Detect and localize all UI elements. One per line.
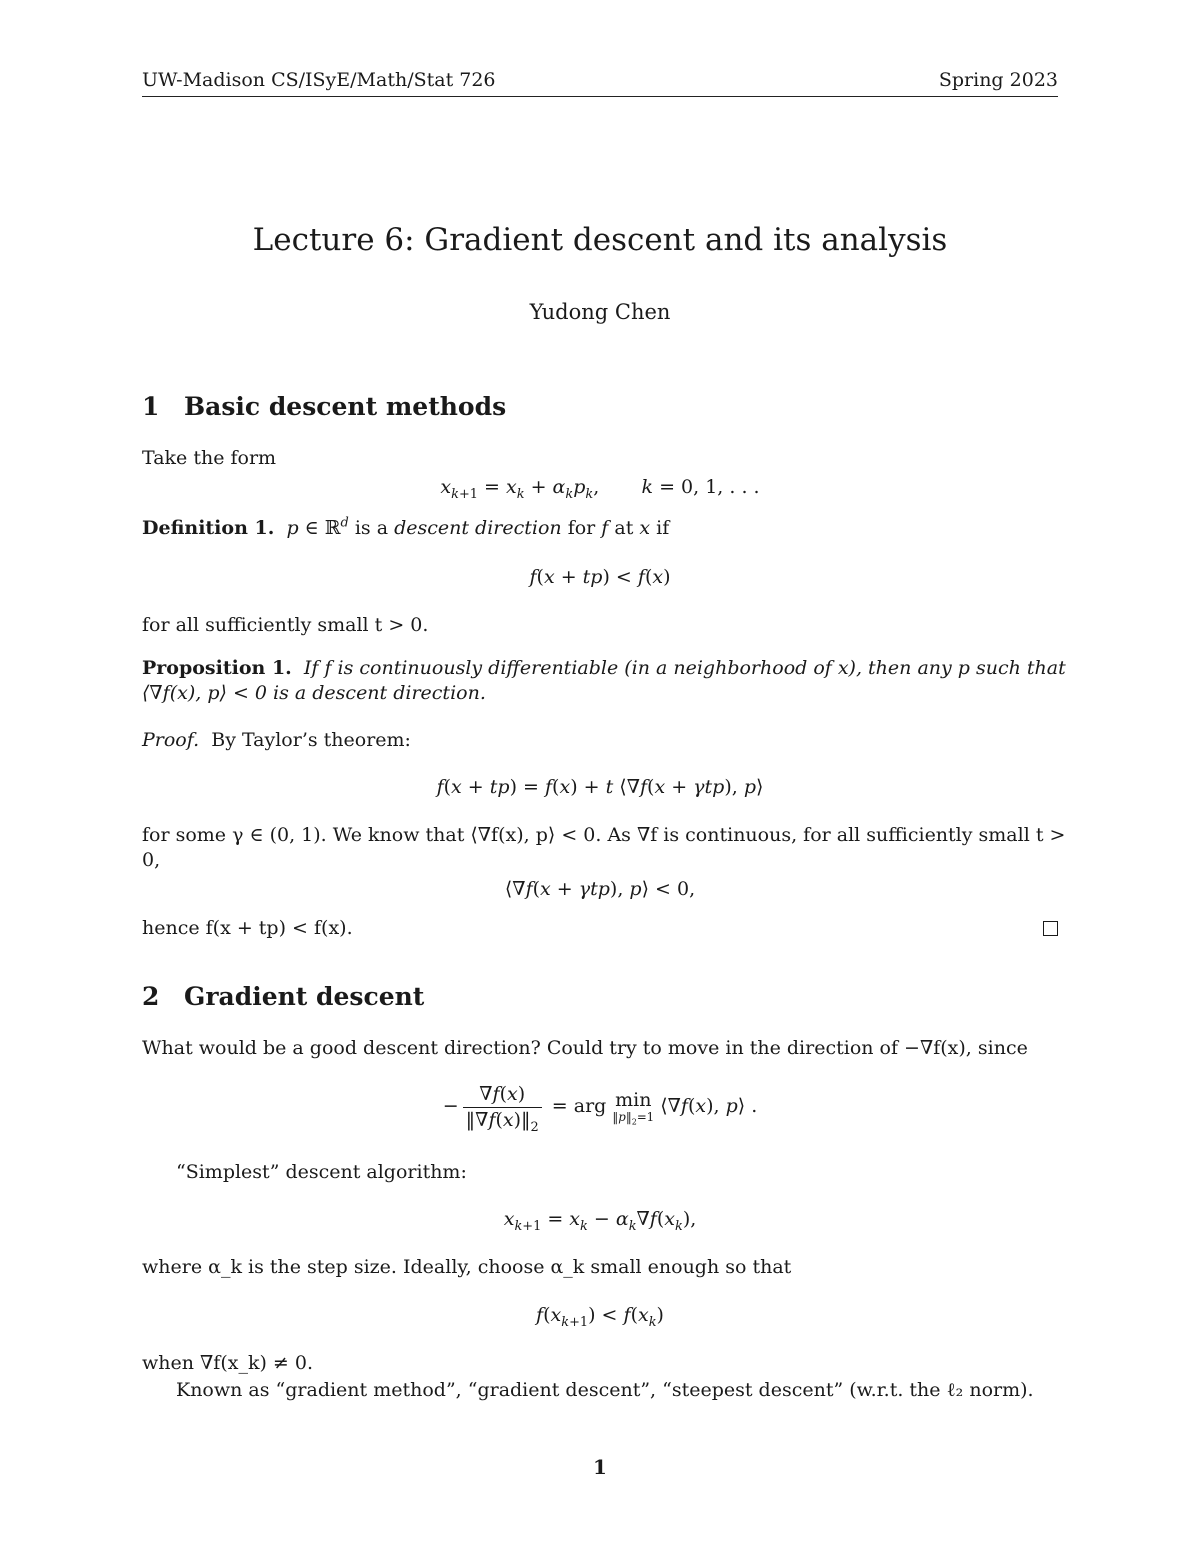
section-1-intro: Take the form xyxy=(142,447,277,469)
qed-square-icon xyxy=(1043,921,1058,936)
simplest-algorithm-text: “Simplest” descent algorithm: xyxy=(176,1161,467,1183)
proposition-1 xyxy=(142,656,1072,705)
definition-label: Definition 1. xyxy=(142,517,275,539)
equation-decrease: $f(x_{k+1}) < f(x_k)$ xyxy=(536,1304,664,1330)
definition-condition: for all sufficiently small t > 0. xyxy=(142,614,429,636)
equation-descent-condition: f(x + tp) < f(x) xyxy=(529,566,671,588)
proof-intro xyxy=(142,728,411,753)
section-title: Basic descent methods xyxy=(184,392,507,421)
proof-conclusion: hence f(x + tp) < f(x). xyxy=(142,917,353,939)
known-as-text: Known as “gradient method”, “gradient descent”, “steepest descent” (w.r.t. the ℓ₂ norm). xyxy=(176,1379,1034,1401)
equation-continuity: ⟨∇f(x + γtp), p⟩ < 0, xyxy=(504,878,696,900)
equation-normalized-gradient: − $\frac{\nabla f(x)}{‖\nabla f(x)‖_2}$ = arg min $‖p‖_2=1$ ⟨∇f(x), p⟩ . xyxy=(442,1083,758,1135)
section-2-intro: What would be a good descent direction? Could try to move in the direction of −∇f(x), since xyxy=(142,1037,1028,1059)
equation-update-rule: $x_{k+1} = x_k + \alpha_kp_k$, k = 0, 1, . . . xyxy=(440,476,760,502)
proof-middle: for some γ ∈ (0, 1). We know that ⟨∇f(x), p⟩ < 0. As ∇f is continuous, for all sufficiently small t > 0, xyxy=(142,824,1066,871)
proof-intro-text: By Taylor’s theorem: xyxy=(211,729,411,751)
equation-taylor: f(x + tp) = f(x) + t ⟨∇f(x + γtp), p⟩ xyxy=(436,776,764,798)
lecture-title: Lecture 6: Gradient descent and its analysis xyxy=(252,222,948,258)
step-size-text: where α_k is the step size. Ideally, choose α_k small enough so that xyxy=(142,1256,792,1278)
author-name: Yudong Chen xyxy=(529,300,671,324)
course-name: UW-Madison CS/ISyE/Math/Stat 726 xyxy=(142,69,496,91)
definition-term: descent direction xyxy=(394,517,562,539)
section-2-heading xyxy=(142,981,424,1014)
running-header xyxy=(142,68,1058,97)
proposition-text: If f is continuously differentiable (in a neighborhood of x), then any p such that ⟨∇f(x), p⟩ < 0 is a descent direction. xyxy=(142,657,1066,704)
section-number: 1 xyxy=(142,392,160,421)
equation-gradient-descent: $x_{k+1} = x_k - \alpha_k\nabla f(x_k)$, xyxy=(503,1208,697,1234)
page-number: 1 xyxy=(593,1455,607,1479)
proposition-label: Proposition 1. xyxy=(142,657,292,679)
definition-1: Definition 1. p ∈ ℝ$^d$ is a descent direction for f at x if xyxy=(142,515,670,539)
proof-label: Proof. xyxy=(142,729,200,751)
semester: Spring 2023 xyxy=(938,69,1058,91)
section-1-heading xyxy=(142,391,506,424)
when-text: when ∇f(x_k) ≠ 0. xyxy=(142,1352,313,1374)
section-number: 2 xyxy=(142,982,160,1011)
section-title: Gradient descent xyxy=(184,982,425,1011)
